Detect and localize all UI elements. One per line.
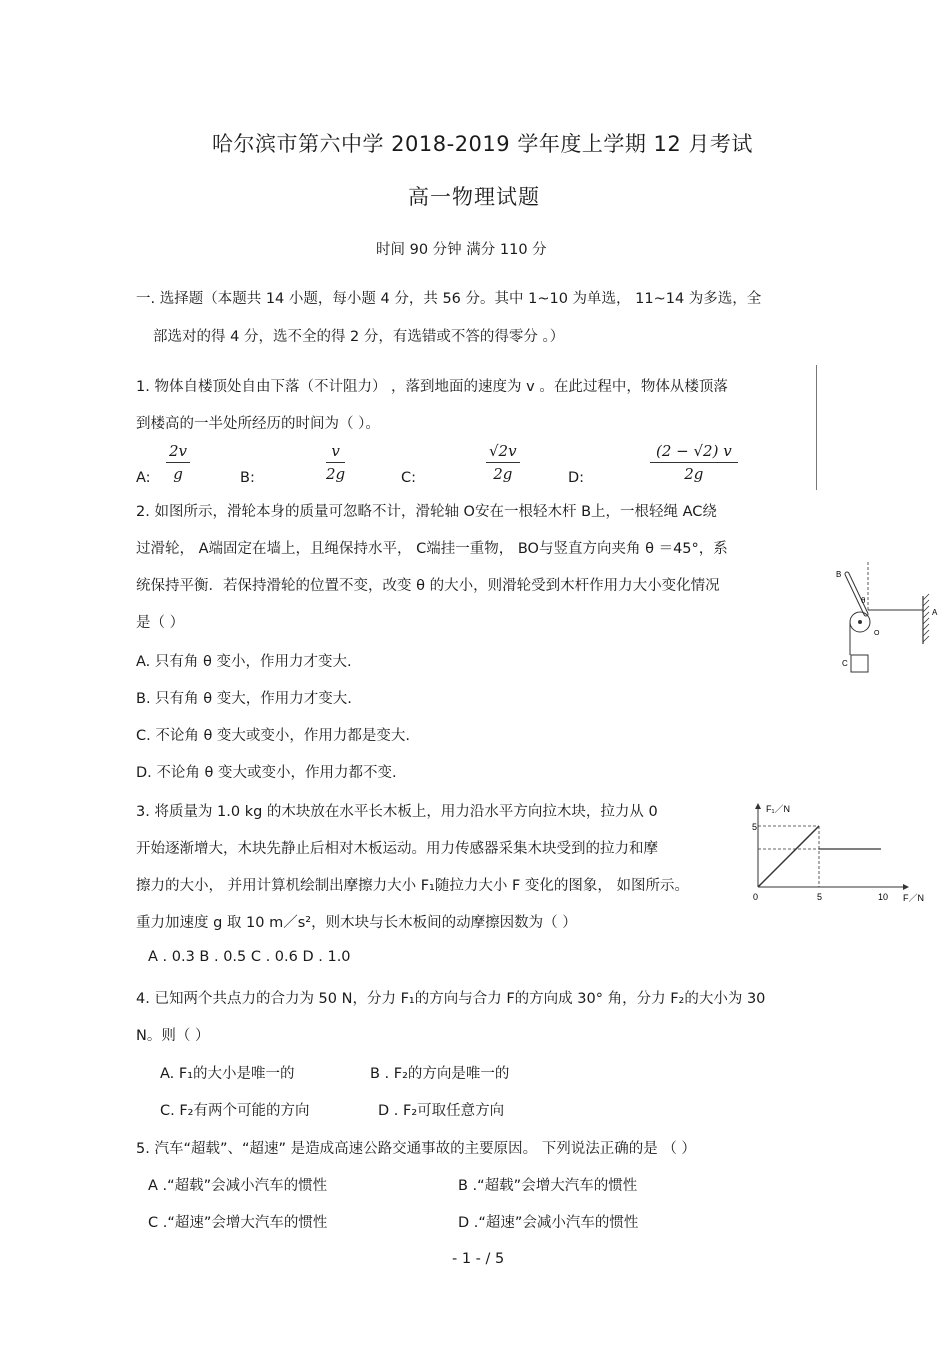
q2-option-d: D. 不论角 θ 变大或变小，作用力都不变. xyxy=(136,765,397,781)
q1-b-numerator: v xyxy=(326,442,345,463)
pulley-diagram xyxy=(834,560,942,685)
q1-a-denominator: g xyxy=(173,465,183,483)
q5-option-b: B .“超载”会增大汽车的惯性 xyxy=(458,1178,638,1194)
margin-line xyxy=(816,365,817,490)
label-c: C xyxy=(842,659,848,668)
page-number: - 1 - / 5 xyxy=(452,1251,505,1267)
q1-line1: 1. 物体自楼顶处自由下落（不计阻力） ，落到地面的速度为 v 。在此过程中，物体从楼顶落 xyxy=(136,379,728,395)
time-info: 时间 90 分钟 满分 110 分 xyxy=(376,242,547,258)
q4-option-c: C. F₂有两个可能的方向 xyxy=(160,1103,310,1119)
q1-option-a-fraction xyxy=(166,442,190,483)
q4-option-a: A. F₁的大小是唯一的 xyxy=(160,1066,295,1082)
q4-option-d: D . F₂可取任意方向 xyxy=(378,1103,505,1119)
y-tick-label: 5 xyxy=(752,822,758,832)
y-axis-label: F₁／N xyxy=(766,804,791,814)
q1-line2: 到楼高的一半处所经历的时间为（ ）。 xyxy=(136,416,380,432)
q1-c-denominator: 2g xyxy=(493,465,513,483)
wall-hatching xyxy=(923,594,929,642)
q1-option-b-label: B: xyxy=(240,470,255,486)
q2-line2: 过滑轮， A端固定在墙上，且绳保持水平， C端挂一重物， BO与竖直方向夹角 θ ＝45°，系 xyxy=(136,541,728,557)
q1-option-c-fraction xyxy=(486,442,520,483)
q2-option-c: C. 不论角 θ 变大或变小，作用力都是变大. xyxy=(136,728,411,744)
q4-line1: 4. 已知两个共点力的合力为 50 N，分力 F₁的方向与合力 F的方向成 30° 角，分力 F₂的大小为 30 xyxy=(136,991,766,1007)
pulley-axle xyxy=(858,620,862,624)
q1-option-d-fraction xyxy=(650,442,738,483)
x-tick-5: 5 xyxy=(817,892,823,902)
x-tick-10: 10 xyxy=(878,892,889,902)
weight-c xyxy=(851,655,868,672)
q1-option-a-label: A: xyxy=(136,470,151,486)
rod-b-inner xyxy=(847,574,866,614)
label-o: O xyxy=(874,630,880,637)
q2-line4: 是（ ） xyxy=(136,615,185,631)
origin-label: 0 xyxy=(753,892,759,902)
q3-line1: 3. 将质量为 1.0 kg 的木块放在水平长木板上，用力沿水平方向拉木块，拉力从 0 xyxy=(136,804,658,820)
q2-line3: 统保持平衡．若保持滑轮的位置不变，改变 θ 的大小，则滑轮受到木杆作用力大小变化情况 xyxy=(136,578,720,594)
q3-options: A . 0.3 B . 0.5 C . 0.6 D . 1.0 xyxy=(148,949,351,965)
label-b: B xyxy=(836,570,842,579)
friction-graph xyxy=(748,798,938,908)
q2-line1: 2. 如图所示，滑轮本身的质量可忽略不计，滑轮轴 O安在一根轻木杆 B上，一根轻绳 AC绕 xyxy=(136,504,717,520)
q5-option-d: D .“超速”会减小汽车的惯性 xyxy=(458,1215,639,1231)
q2-option-b: B. 只有角 θ 变大，作用力才变大. xyxy=(136,691,352,707)
q1-option-b-fraction xyxy=(326,442,345,483)
exam-title: 哈尔滨市第六中学 2018-2019 学年度上学期 12 月考试 xyxy=(212,132,753,156)
q5-line1: 5. 汽车“超载”、“超速” 是造成高速公路交通事故的主要原因。 下列说法正确的是 （ ） xyxy=(136,1141,696,1157)
label-theta: θ xyxy=(861,596,866,605)
exam-subtitle: 高一物理试题 xyxy=(408,185,540,209)
q5-option-a: A .“超载”会减小汽车的惯性 xyxy=(148,1178,328,1194)
q1-b-denominator: 2g xyxy=(326,465,346,483)
section-instructions-line2: 部选对的得 4 分，选不全的得 2 分，有选错或不答的得零分 。） xyxy=(153,329,565,345)
label-a: A xyxy=(932,608,938,617)
q1-option-c-label: C: xyxy=(401,470,417,486)
q1-c-numerator: √2v xyxy=(486,442,520,463)
q1-option-d-label: D: xyxy=(568,470,585,486)
q3-line2: 开始逐渐增大，木块先静止后相对木板运动。用力传感器采集木块受到的拉力和摩 xyxy=(136,841,658,857)
q3-line3: 擦力的大小， 并用计算机绘制出摩擦力大小 F₁随拉力大小 F 变化的图象， 如图所示。 xyxy=(136,878,690,894)
q1-d-denominator: 2g xyxy=(684,465,704,483)
x-axis-label: F／N xyxy=(903,893,924,903)
q5-option-c: C .“超速”会增大汽车的惯性 xyxy=(148,1215,328,1231)
section-instructions-line1: 一. 选择题（本题共 14 小题，每小题 4 分，共 56 分。其中 1~10 为单选， 11~14 为多选，全 xyxy=(136,291,762,307)
static-friction-line xyxy=(758,826,819,887)
q4-line2: N。则（ ） xyxy=(136,1028,210,1044)
q4-option-b: B . F₂的方向是唯一的 xyxy=(370,1066,510,1082)
q3-line4: 重力加速度 g 取 10 m／s²，则木块与长木板间的动摩擦因数为（ ） xyxy=(136,915,577,931)
q1-a-numerator: 2v xyxy=(166,442,190,463)
q2-option-a: A. 只有角 θ 变小，作用力才变大. xyxy=(136,654,352,670)
q1-d-numerator: (2 − √2) v xyxy=(650,442,738,463)
